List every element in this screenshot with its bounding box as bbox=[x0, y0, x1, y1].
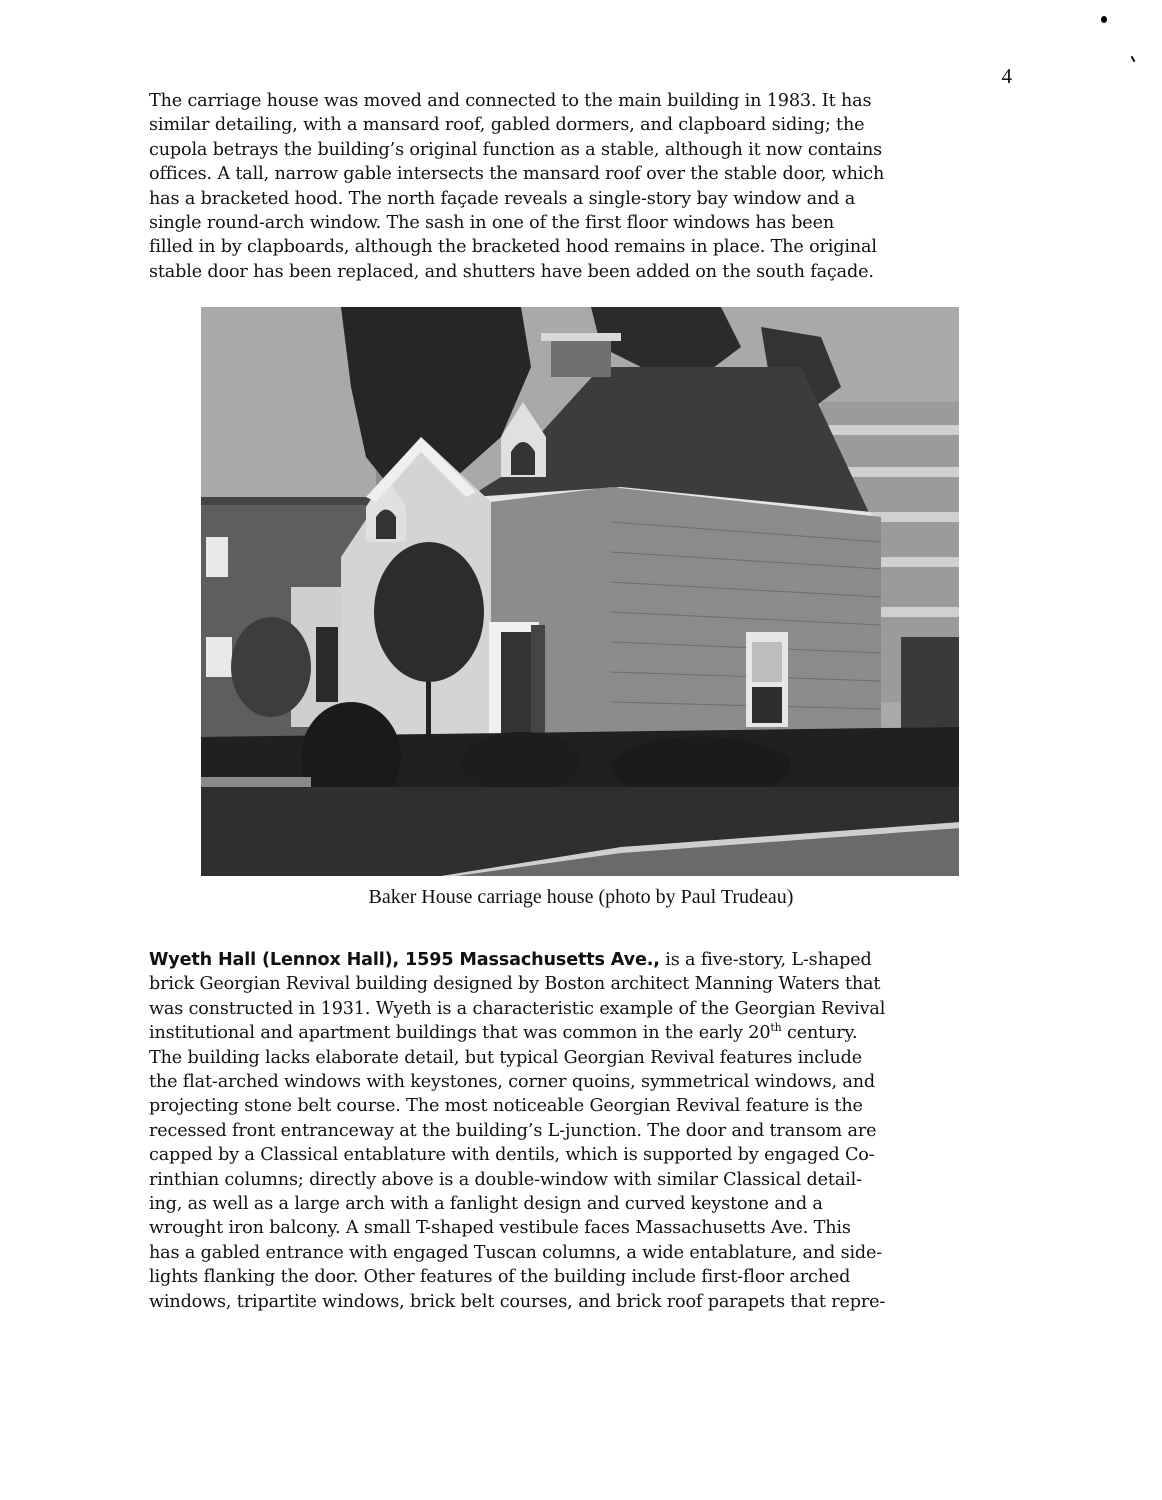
text-line: windows, tripartite windows, brick belt courses, and brick roof parapets that repre- bbox=[149, 1291, 886, 1312]
carriage-house-paragraph bbox=[149, 89, 1019, 284]
text-line: stable door has been replaced, and shutters have been added on the south façade. bbox=[149, 261, 874, 282]
text-line: has a bracketed hood. The north façade reveals a single-story bay window and a bbox=[149, 188, 856, 209]
text-line: wrought iron balcony. A small T-shaped vestibule faces Massachusetts Ave. This bbox=[149, 1218, 851, 1239]
text-line: The carriage house was moved and connected to the main building in 1983. It has bbox=[149, 91, 872, 111]
scan-speck bbox=[1101, 16, 1107, 23]
text-line: filled in by clapboards, although the bracketed hood remains in place. The original bbox=[149, 237, 877, 258]
text-line: projecting stone belt course. The most noticeable Georgian Revival feature is the bbox=[149, 1096, 863, 1117]
text-line: brick Georgian Revival building designed by Boston architect Manning Waters that bbox=[149, 974, 881, 995]
text-line: offices. A tall, narrow gable intersects the mansard roof over the stable door, which bbox=[149, 164, 885, 185]
carriage-house-photo bbox=[201, 307, 959, 876]
text-line: the flat-arched windows with keystones, corner quoins, symmetrical windows, and bbox=[149, 1072, 876, 1093]
text-line: cupola betrays the building’s original function as a stable, although it now contains bbox=[149, 139, 883, 160]
text-line: single round-arch window. The sash in one of the first floor windows has been bbox=[149, 213, 835, 234]
text-line: rinthian columns; directly above is a double-window with similar Classical detail- bbox=[149, 1169, 862, 1190]
text-line: ing, as well as a large arch with a fanlight design and curved keystone and a bbox=[149, 1194, 823, 1215]
text-run: century. bbox=[781, 1023, 858, 1044]
building-heading: Wyeth Hall (Lennox Hall), 1595 Massachusetts Ave., bbox=[149, 950, 660, 970]
text-line: lights flanking the door. Other features of the building include first-floor arched bbox=[149, 1267, 851, 1288]
photo-caption: Baker House carriage house (photo by Paul Trudeau) bbox=[368, 886, 794, 908]
scan-speck bbox=[1131, 56, 1136, 62]
superscript: th bbox=[770, 1021, 782, 1035]
text-line bbox=[149, 948, 1019, 972]
text-line bbox=[149, 1021, 1019, 1045]
wyeth-hall-paragraph bbox=[149, 948, 1019, 1314]
text-run: is a five-story, L-shaped bbox=[659, 950, 872, 970]
text-line: The building lacks elaborate detail, but typical Georgian Revival features include bbox=[149, 1047, 863, 1068]
text-line: has a gabled entrance with engaged Tuscan columns, a wide entablature, and side- bbox=[149, 1242, 883, 1263]
text-line: similar detailing, with a mansard roof, gabled dormers, and clapboard siding; the bbox=[149, 115, 865, 136]
text-run: institutional and apartment buildings that was common in the early 20 bbox=[149, 1023, 771, 1044]
text-line: capped by a Classical entablature with dentils, which is supported by engaged Co- bbox=[149, 1145, 875, 1166]
text-line: was constructed in 1931. Wyeth is a characteristic example of the Georgian Revival bbox=[149, 998, 886, 1019]
text-line: recessed front entranceway at the building’s L-junction. The door and transom are bbox=[149, 1120, 877, 1141]
page-number: 4 bbox=[1001, 64, 1012, 88]
